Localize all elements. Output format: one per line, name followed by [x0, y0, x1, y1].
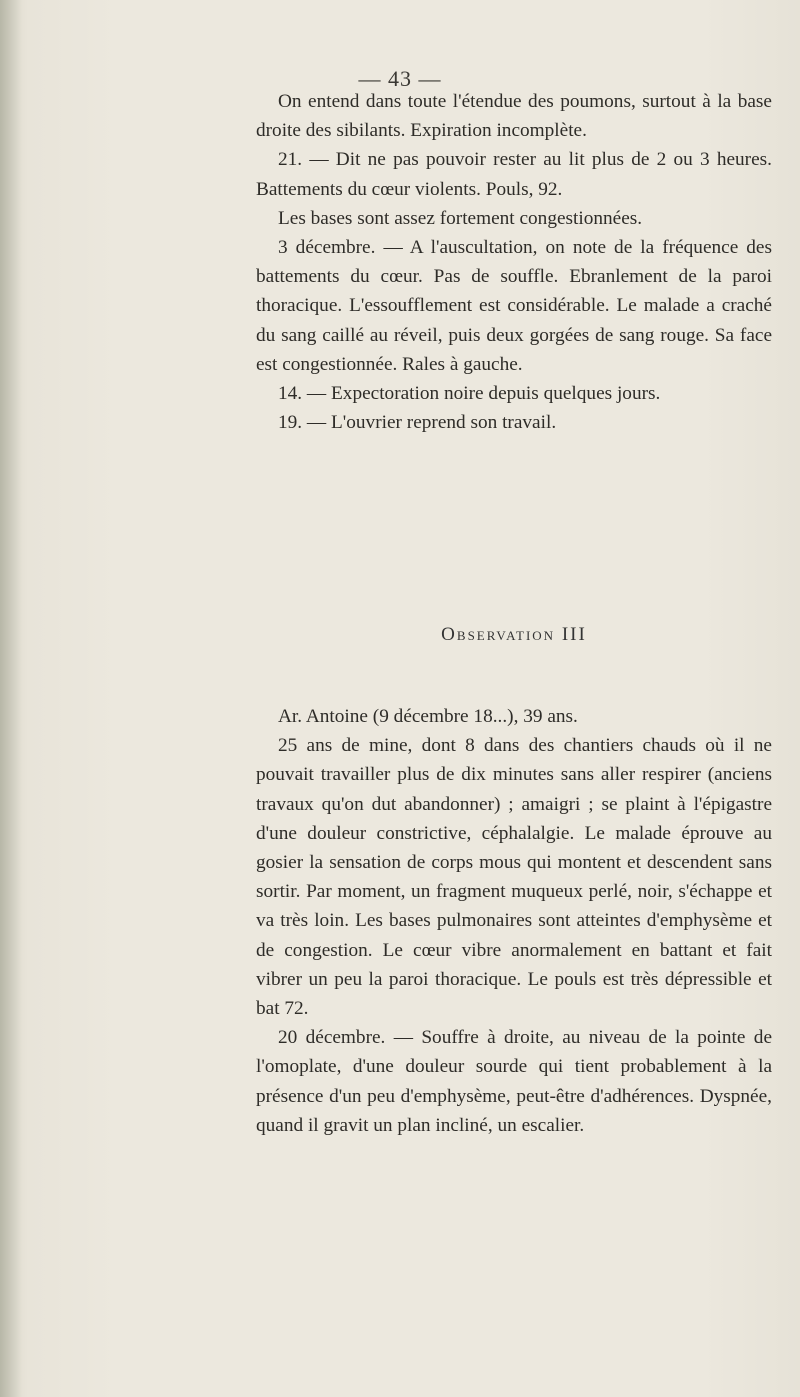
- paragraph: Les bases sont assez fortement congestionnées.: [278, 207, 643, 229]
- page-edge-shadow: [0, 0, 22, 1397]
- observation-three-body: [256, 702, 772, 1140]
- paragraph: Ar. Antoine (9 décembre 18...), 39 ans.: [278, 706, 578, 727]
- paragraph: 25 ans de mine, dont 8 dans des chantiers chauds où il ne pouvait travailler plus de dix minutes sans aller respirer (anciens travaux qu'on dut abandonner) ; amaigri ; se plaint à l'épigastre d'une douleur constrictive, céphalalgie. Le malade éprouve au gosier la sensation de corps mous qui montent et descendent sans sortir. Par moment, un fragment muqueux perlé, noir, s'échappe et va très loin. Les bases pulmonaires sont atteintes d'emphysème et de congestion. Le cœur vibre anormalement en battant et fait vibrer un peu la paroi thoracique. Le pouls est très dépressible et bat 72.: [256, 735, 772, 1020]
- paragraph: On entend dans toute l'étendue des poumons, surtout à la base droite des sibilants. Expiration incomplète.: [256, 91, 772, 142]
- paragraph: 3 décembre. — A l'auscultation, on note de la fréquence des battements du cœur. Pas de souffle. Ebranlement de la paroi thoracique. L'essoufflement est considérable. Le malade a craché du sang caillé au réveil, puis deux gorgées de sang rouge. Sa face est congestionnée. Rales à gauche.: [256, 237, 772, 375]
- case-notes-continued: [256, 87, 772, 437]
- observation-heading: Observation III: [441, 624, 587, 645]
- paragraph: 19. — L'ouvrier reprend son travail.: [278, 412, 557, 434]
- page-number: — 43 —: [358, 66, 442, 91]
- paragraph: 14. — Expectoration noire depuis quelques jours.: [278, 383, 661, 405]
- paragraph: 20 décembre. — Souffre à droite, au niveau de la pointe de l'omoplate, d'une douleur sourde qui tient probablement à la présence d'un peu d'emphysème, peut-être d'adhérences. Dyspnée, quand il gravit un plan incliné, un escalier.: [256, 1027, 772, 1136]
- paragraph: 21. — Dit ne pas pouvoir rester au lit plus de 2 ou 3 heures. Battements du cœur violents. Pouls, 92.: [256, 149, 772, 200]
